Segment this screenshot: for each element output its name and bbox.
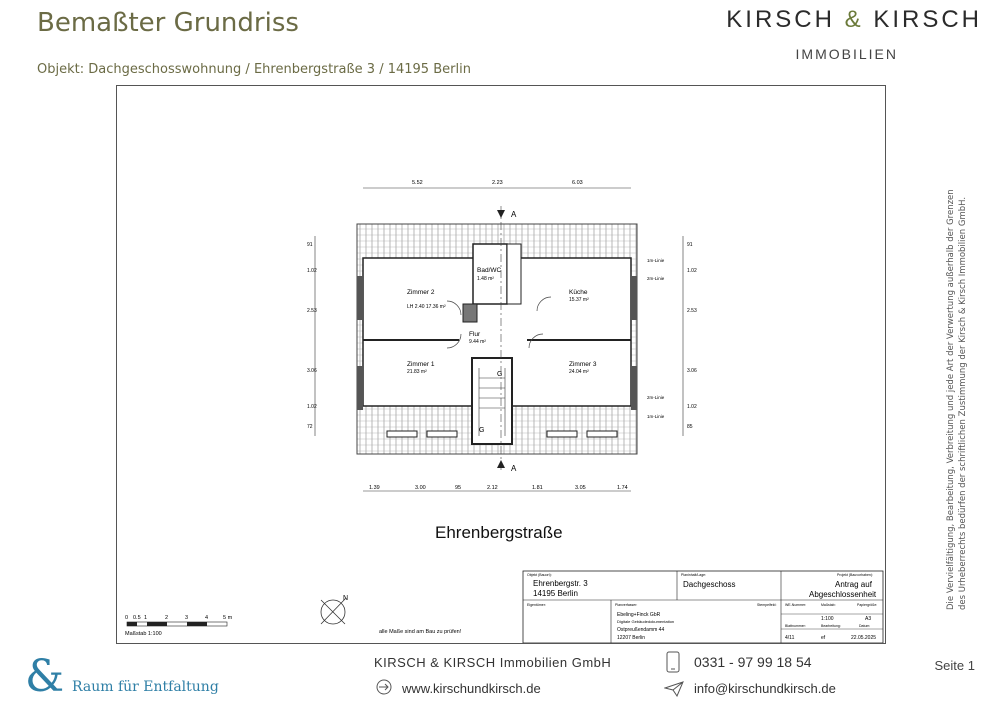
svg-text:Ostpreußendamm 44: Ostpreußendamm 44 bbox=[617, 627, 665, 633]
website-icon bbox=[374, 679, 394, 699]
svg-text:Blattnummer:: Blattnummer: bbox=[785, 624, 806, 628]
room-zimmer3-name: Zimmer 3 bbox=[569, 361, 597, 368]
stair-label-lower: G bbox=[479, 427, 485, 434]
dim-bottom-3: 95 bbox=[455, 485, 462, 491]
dim-right-6: 85 bbox=[687, 424, 693, 430]
dim-left-5: 1.02 bbox=[307, 404, 317, 410]
object-subtitle: Objekt: Dachgeschosswohnung / Ehrenbergstraße 3 / 14195 Berlin bbox=[37, 62, 471, 77]
svg-text:Projekt (Bauvorhaben):: Projekt (Bauvorhaben): bbox=[837, 573, 873, 577]
svg-text:ef: ef bbox=[821, 635, 826, 641]
svg-text:5 m: 5 m bbox=[223, 615, 233, 621]
svg-text:Datum:: Datum: bbox=[859, 624, 871, 628]
dim-bottom-6: 3.05 bbox=[575, 485, 586, 491]
svg-text:Papiergröße:: Papiergröße: bbox=[857, 603, 878, 607]
floor-plan-frame bbox=[116, 85, 886, 644]
scale-label: Maßstab 1:100 bbox=[125, 631, 162, 637]
plan-note: alle Maße sind am Bau zu prüfen! bbox=[379, 629, 462, 635]
dim-right-3: 2.53 bbox=[687, 308, 697, 314]
dim-bottom-7: 1.74 bbox=[617, 485, 628, 491]
room-flur-name: Flur bbox=[469, 331, 481, 338]
brand-logo bbox=[726, 6, 982, 34]
titleblock-project-2: Abgeschlossenheit bbox=[809, 590, 877, 599]
dim-left-3: 2.53 bbox=[307, 308, 317, 314]
dim-bottom-4: 2.12 bbox=[487, 485, 498, 491]
street-name: Ehrenbergstraße bbox=[435, 523, 563, 542]
svg-text:1:100: 1:100 bbox=[821, 616, 834, 622]
send-icon bbox=[664, 681, 684, 701]
dim-bottom-1: 1.39 bbox=[369, 485, 380, 491]
svg-text:A3: A3 bbox=[865, 616, 872, 622]
svg-text:3: 3 bbox=[185, 615, 189, 621]
dim-top-3: 6.03 bbox=[572, 180, 583, 186]
dim-right-4: 3.06 bbox=[687, 368, 697, 374]
room-zimmer2-area: LH 2.40 17.36 m² bbox=[407, 304, 446, 310]
dim-left-4: 3.06 bbox=[307, 368, 317, 374]
copyright-note: Die Vervielfältigung, Bearbeitung, Verbreitung und jede Art der Verwertung außerhalb der Grenzen des Urheberrechts bedürfen der schriftlichen Zustimmung der Kirsch & Kirsch Immobilien GmbH. bbox=[946, 189, 968, 610]
room-kueche-area: 15.37 m² bbox=[569, 297, 589, 303]
dim-bottom-2: 3.00 bbox=[415, 485, 426, 491]
brand-amp: & bbox=[844, 6, 864, 33]
svg-text:Stempelfeld:: Stempelfeld: bbox=[757, 603, 777, 607]
dim-top-1: 5.52 bbox=[412, 180, 423, 186]
room-zimmer2-name: Zimmer 2 bbox=[407, 289, 435, 296]
page-title: Bemaßter Grundriss bbox=[37, 8, 299, 38]
titleblock-plan-content: Dachgeschoss bbox=[683, 580, 736, 589]
room-bad-area: 1.48 m² bbox=[477, 276, 494, 282]
svg-text:Objekt (Bauort):: Objekt (Bauort): bbox=[527, 573, 552, 577]
svg-text:0.5: 0.5 bbox=[133, 615, 141, 621]
floor-plan-drawing bbox=[117, 86, 885, 643]
dim-right-1: 91 bbox=[687, 242, 693, 248]
svg-text:4/11: 4/11 bbox=[785, 635, 795, 641]
phone-link[interactable]: 0331 - 97 99 18 54 bbox=[694, 654, 812, 670]
website-link[interactable]: www.kirschundkirsch.de bbox=[402, 681, 541, 696]
slogan: Raum für Entfaltung bbox=[72, 679, 219, 695]
level-line-4: 1m-Linie bbox=[647, 414, 665, 419]
company-name: KIRSCH & KIRSCH Immobilien GmbH bbox=[374, 655, 612, 670]
level-line-1: 1m-Linie bbox=[647, 258, 665, 263]
level-line-3: 2m-Linie bbox=[647, 395, 665, 400]
svg-text:12207 Berlin: 12207 Berlin bbox=[617, 635, 646, 641]
ampersand-logo: & bbox=[25, 651, 65, 702]
svg-text:Digitale Gebäudedokumentation: Digitale Gebäudedokumentation bbox=[617, 619, 675, 624]
room-zimmer1-name: Zimmer 1 bbox=[407, 361, 435, 368]
dim-left-6: 72 bbox=[307, 424, 313, 430]
titleblock-address-1: Ehrenbergstr. 3 bbox=[533, 579, 588, 588]
room-bad-name: Bad/WC bbox=[477, 267, 502, 274]
scale-bar bbox=[127, 622, 227, 626]
stair-core bbox=[472, 358, 512, 444]
stair-label-upper: G bbox=[497, 371, 503, 378]
svg-text:1: 1 bbox=[144, 615, 148, 621]
svg-text:WE-Nummer:: WE-Nummer: bbox=[785, 603, 807, 607]
compass-label: N bbox=[343, 595, 349, 602]
room-kueche-name: Küche bbox=[569, 289, 588, 296]
room-zimmer1-area: 21.83 m² bbox=[407, 369, 427, 375]
dim-top-2: 2.23 bbox=[492, 180, 503, 186]
section-mark-top: A bbox=[511, 210, 517, 219]
email-link[interactable]: info@kirschundkirsch.de bbox=[694, 681, 836, 696]
svg-text:Planinhalt/Lage:: Planinhalt/Lage: bbox=[681, 573, 707, 577]
svg-text:Planverfasser:: Planverfasser: bbox=[615, 603, 638, 607]
titleblock-address-2: 14195 Berlin bbox=[533, 589, 578, 598]
svg-text:0: 0 bbox=[125, 615, 129, 621]
room-flur-area: 9.44 m² bbox=[469, 339, 486, 345]
dim-right-5: 1.02 bbox=[687, 404, 697, 410]
dim-left-1: 91 bbox=[307, 242, 313, 248]
dim-right-2: 1.02 bbox=[687, 268, 697, 274]
svg-text:Ebeling+Finck GbR: Ebeling+Finck GbR bbox=[617, 612, 661, 618]
level-line-2: 2m-Linie bbox=[647, 276, 665, 281]
brand-subtitle: IMMOBILIEN bbox=[795, 46, 898, 62]
room-zimmer3-area: 24.04 m² bbox=[569, 369, 589, 375]
page-number: Seite 1 bbox=[934, 658, 975, 673]
dim-bottom-5: 1.81 bbox=[532, 485, 543, 491]
brand-left: KIRSCH bbox=[726, 6, 835, 33]
svg-text:2: 2 bbox=[165, 615, 169, 621]
brand-right: KIRSCH bbox=[873, 6, 982, 33]
phone-icon bbox=[666, 651, 680, 677]
svg-text:4: 4 bbox=[205, 615, 209, 621]
svg-text:Eigentümer:: Eigentümer: bbox=[527, 603, 546, 607]
title-block bbox=[523, 571, 883, 643]
bath-outline bbox=[473, 244, 507, 304]
titleblock-project-1: Antrag auf bbox=[835, 580, 872, 589]
svg-text:Maßstab:: Maßstab: bbox=[821, 603, 836, 607]
svg-text:Bearbeitung:: Bearbeitung: bbox=[821, 624, 841, 628]
svg-text:22.05.2025: 22.05.2025 bbox=[851, 635, 877, 641]
section-mark-bottom: A bbox=[511, 464, 517, 473]
dim-left-2: 1.02 bbox=[307, 268, 317, 274]
